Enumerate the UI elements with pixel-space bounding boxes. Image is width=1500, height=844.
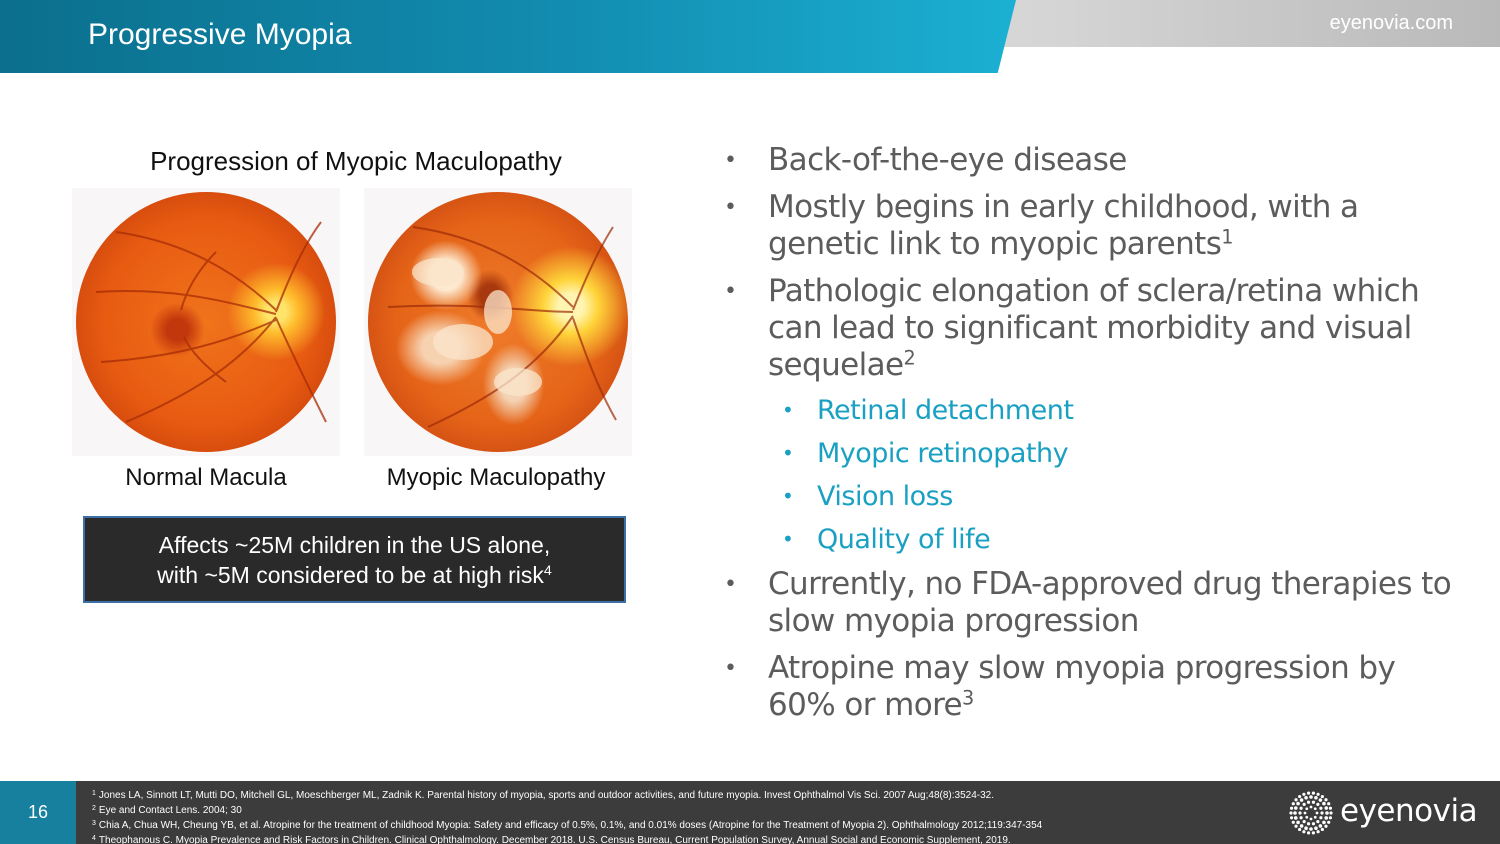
logo-dot (1312, 801, 1315, 804)
logo-dot (1316, 793, 1319, 796)
bullet-early-childhood: • Mostly begins in early childhood, with a genetic link to myopic parents$^1$ (724, 189, 1359, 262)
references (92, 787, 1242, 844)
logo-dot (1319, 798, 1323, 802)
myopic-fundus-photo (368, 192, 628, 452)
logo-dot (1312, 792, 1315, 795)
key-points-list (724, 142, 1464, 734)
reference-item: $^4$ Theophanous C. Myopia Prevalence and Risk Factors in Children. Clinical Ophthalmology. December 2018. U.S. Census Bureau, Current Population Survey, Annual Social and Economic Supplement, 2019. (92, 835, 1011, 844)
logo-dot (1324, 816, 1328, 820)
normal-macula-caption: Normal Macula (125, 464, 287, 491)
logo-dot (1307, 801, 1310, 804)
bullet-marker: • (782, 484, 794, 508)
logo-dot (1320, 811, 1323, 814)
logo-dot (1324, 798, 1327, 801)
logo-dot (1314, 826, 1318, 830)
logo-dot (1300, 798, 1304, 802)
logo-dot (1307, 822, 1310, 825)
bullet-marker: • (782, 398, 794, 422)
logo-dot (1327, 821, 1330, 824)
logo-dot (1314, 807, 1317, 810)
retinal-vessels (76, 192, 336, 452)
logo-dot (1309, 827, 1313, 831)
logo-dot (1290, 807, 1293, 810)
logo-dot (1305, 816, 1308, 819)
logo-dot (1298, 811, 1301, 814)
logo-dot (1324, 825, 1327, 828)
bullet-marker: • (724, 279, 737, 304)
logo-dot (1292, 802, 1295, 805)
logo-dot (1310, 806, 1313, 809)
normal-fundus-photo (76, 192, 336, 452)
logo-dot (1298, 795, 1301, 798)
logo-dot (1312, 831, 1315, 834)
bullet-ref: 3 (962, 686, 974, 710)
bullet-marker: • (724, 148, 737, 173)
logo-dot (1324, 806, 1328, 810)
bullet-atropine: • Atropine may slow myopia progression by 60% or more$^3$ (724, 650, 1396, 723)
prevalence-line-1: Affects ~25M children in the US alone, (158, 531, 551, 558)
logo-dot (1294, 806, 1298, 810)
logo-dot (1310, 818, 1313, 821)
logo-dot (1319, 816, 1322, 819)
bullet-marker: • (724, 572, 737, 597)
logo-dot (1296, 802, 1300, 806)
logo-dot (1314, 816, 1317, 819)
bullet-marker: • (724, 195, 737, 220)
logo-dot (1302, 793, 1305, 796)
bullet-back-of-eye: • Back-of-the-eye disease (724, 142, 1127, 178)
logo-dot (1309, 795, 1313, 799)
logo-dot (1296, 821, 1300, 825)
logo-dot (1290, 816, 1293, 819)
logo-dot (1322, 802, 1326, 806)
bullet-marker: • (724, 656, 737, 681)
slide-title: Progressive Myopia (88, 18, 352, 51)
logo-dot (1321, 828, 1324, 831)
reference-item: $^3$ Chia A, Chua WH, Cheung YB, et al. Atropine for the treatment of childhood Myopia: Safety and efficacy of 0.5%, 0.1%, and 0.01% doses (Atropine for the Treatment of Myopia 2). Ophthalmology 2012;119:347-354 (92, 820, 1043, 831)
logo-dot (1299, 816, 1302, 819)
retinal-vessels (368, 192, 628, 452)
bullet-pathologic-elongation: • Pathologic elongation of sclera/retina which can lead to significant morbidity and visual sequelae$^2$ (724, 273, 1420, 383)
normal-macula-image (72, 188, 340, 456)
logo-dot (1293, 811, 1297, 815)
reference-item: $^1$ Jones LA, Sinnott LT, Mutti DO, Mitchell GL, Moeschberger ML, Zadnik K. Parental history of myopia, sports and outdoor activities, and future myopia. Invest Ophthalmol Vis Sci. 2007 Aug;48(8):3524-32. (92, 790, 994, 801)
logo-dot (1294, 798, 1297, 801)
prevalence-ref: 4 (543, 562, 552, 579)
logo-dots-icon (1287, 791, 1335, 835)
figure-title: Progression of Myopic Maculopathy (150, 146, 562, 176)
bullet-ref: 1 (1221, 225, 1233, 249)
logo-dot (1294, 816, 1298, 820)
logo-dot (1292, 821, 1295, 824)
sub-bullet-retinal-detachment: • Retinal detachment (782, 395, 1074, 426)
bullet-ref: 2 (903, 346, 916, 370)
logo-dot (1319, 807, 1322, 810)
logo-dot (1316, 830, 1319, 833)
logo-wordmark: eyenovia (1340, 793, 1478, 829)
logo-dot (1298, 828, 1301, 831)
logo-dot (1304, 812, 1307, 815)
site-url: eyenovia.com (1329, 12, 1453, 34)
logo-dot (1307, 792, 1310, 795)
footer-bar (0, 781, 1500, 844)
logo-dot (1314, 796, 1318, 800)
logo-dot (1294, 825, 1297, 828)
logo-dot (1319, 824, 1323, 828)
sub-bullet-myopic-retinopathy: • Myopic retinopathy (782, 438, 1069, 469)
logo-dot (1329, 811, 1332, 814)
logo-dot (1329, 816, 1332, 819)
reference-item: $^2$ Eye and Contact Lens. 2004; 30 (92, 805, 242, 816)
logo-dot (1304, 826, 1308, 830)
logo-dot (1312, 822, 1315, 825)
sub-bullet-vision-loss: • Vision loss (782, 481, 953, 512)
bullet-no-fda-therapies: • Currently, no FDA-approved drug therapies to slow myopia progression (724, 566, 1452, 639)
prevalence-line-2: with ~5M considered to be at high risk (157, 561, 544, 588)
logo-dot (1329, 807, 1332, 810)
logo-dot (1305, 807, 1308, 810)
logo-dot (1303, 820, 1306, 823)
sub-bullet-quality-of-life: • Quality of life (782, 524, 991, 555)
bullet-marker: • (782, 441, 794, 465)
myopic-maculopathy-caption: Myopic Maculopathy (386, 464, 606, 491)
logo-dot (1316, 820, 1319, 823)
logo-dot (1325, 811, 1329, 815)
logo-dot (1289, 811, 1292, 814)
logo-dot (1304, 796, 1308, 800)
prevalence-callout (83, 516, 626, 603)
bullet-marker: • (782, 527, 794, 551)
page-number: 16 (0, 781, 76, 844)
logo-dot (1300, 824, 1304, 828)
logo-dot (1302, 830, 1305, 833)
logo-dot (1307, 831, 1310, 834)
logo-dot (1316, 803, 1319, 806)
logo-dot (1303, 803, 1306, 806)
logo-dot (1299, 807, 1302, 810)
logo-dot (1316, 812, 1319, 815)
myopic-maculopathy-image (364, 188, 632, 456)
eyenovia-logo (1287, 791, 1477, 835)
logo-dot (1321, 795, 1324, 798)
logo-dot (1327, 802, 1330, 805)
logo-dot (1322, 821, 1326, 825)
